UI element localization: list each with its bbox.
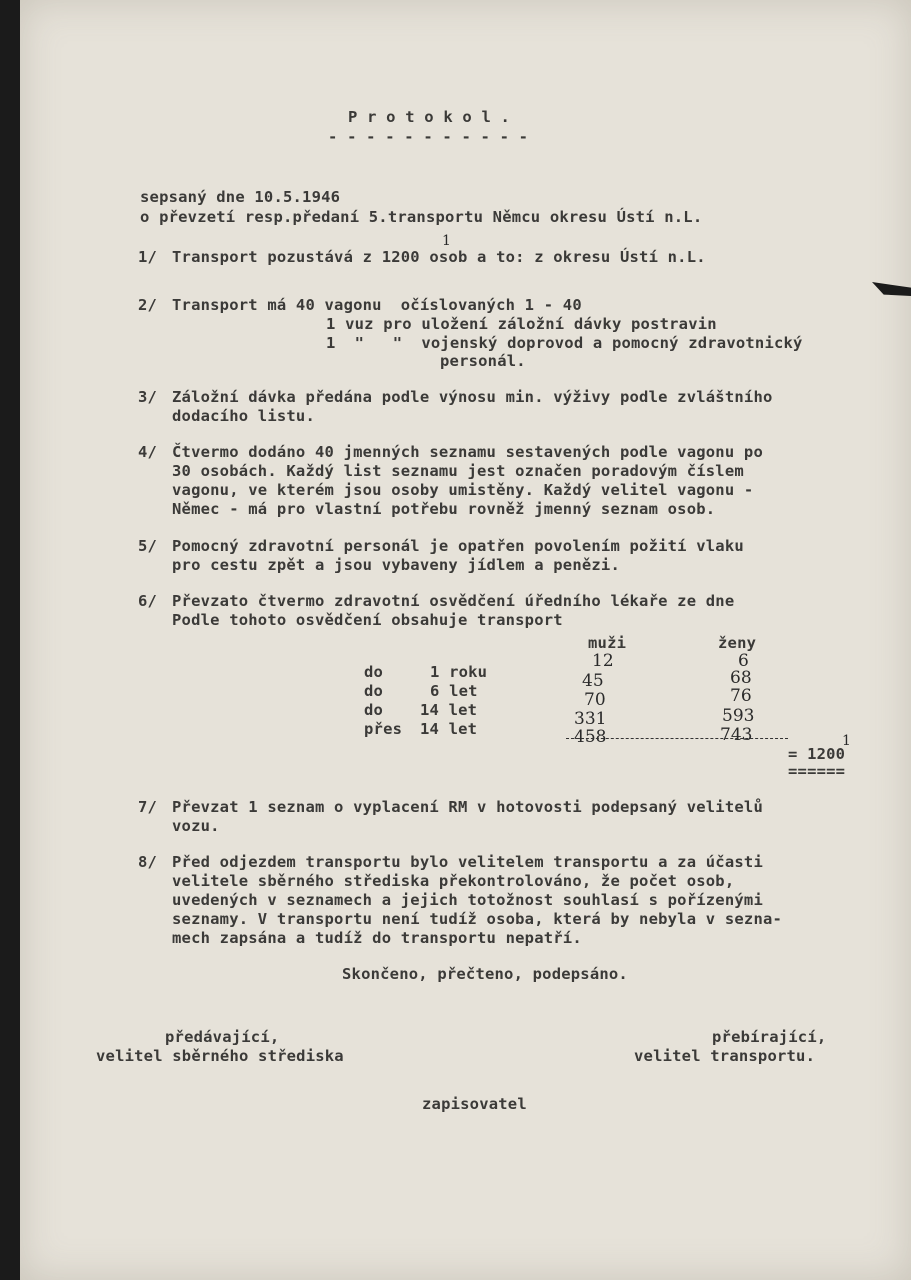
paragraph-line: seznamy. V transportu není tudíž osoba, která by nebyla v sezna- (172, 910, 783, 928)
row-age: 1 roku (430, 663, 488, 681)
title-underline: - - - - - - - - - - - (328, 128, 529, 146)
paragraph-line: Převzat 1 seznam o vyplacení RM v hotovosti podepsaný velitelů (172, 798, 763, 816)
paragraph-line: dodacího listu. (172, 407, 315, 425)
paragraph-line: 1 vuz pro uložení záložní dávky postravin (326, 315, 717, 333)
paragraph-line: velitele sběrného střediska překontrolováno, že počet osob, (172, 872, 735, 890)
row-age: 14 let (420, 701, 478, 719)
intro-line: o převzetí resp.předaní 5.transportu Němcu okresu Ústí n.L. (140, 208, 703, 226)
paragraph-line: Před odjezdem transportu bylo velitelem transportu a za účasti (172, 853, 763, 871)
value-men: 45 (582, 671, 604, 691)
subtotal-men: 458 (574, 727, 607, 747)
paragraph-number: 7/ (138, 798, 158, 816)
value-men: 331 (574, 709, 607, 729)
paragraph-line: Podle tohoto osvědčení obsahuje transport (172, 611, 563, 629)
row-prefix: do (364, 682, 384, 700)
paragraph-line: Záložní dávka předána podle výnosu min. výživy podle zvláštního (172, 388, 773, 406)
paragraph-number: 3/ (138, 388, 158, 406)
paragraph-line: mech zapsána a tudíž do transportu nepatří. (172, 929, 582, 947)
paragraph-line: Transport má 40 vagonu očíslovaných 1 - 40 (172, 296, 582, 314)
row-age: 6 let (430, 682, 478, 700)
signature-left-role: předávající, (165, 1028, 280, 1046)
paragraph-line: vozu. (172, 817, 220, 835)
value-men: 12 (592, 651, 614, 671)
paragraph-number: 4/ (138, 443, 158, 461)
paragraph-line: 30 osobách. Každý list seznamu jest označen poradovým číslem (172, 462, 744, 480)
closing-statement: Skončeno, přečteno, podepsáno. (342, 965, 628, 983)
paragraph-number: 6/ (138, 592, 158, 610)
paragraph-line: pro cestu zpět a jsou vybaveny jídlem a penězi. (172, 556, 620, 574)
row-prefix: do (364, 663, 384, 681)
signature-left-title: velitel sběrného střediska (96, 1047, 344, 1065)
handwritten-correction: 1 (442, 233, 451, 249)
signature-right-title: velitel transportu. (634, 1047, 816, 1065)
paragraph-line: uvedených v seznamech a jejich totožnost souhlasí s pořízenými (172, 891, 763, 909)
value-men: 70 (584, 690, 606, 710)
grand-total: = 1200 (788, 745, 846, 763)
paragraph-line: Pomocný zdravotní personál je opatřen povolením požití vlaku (172, 537, 744, 555)
value-women: 6 (738, 651, 749, 671)
paragraph-line: Němec - má pro vlastní potřebu rovněž jmenný seznam osob. (172, 500, 716, 518)
paragraph-line: Převzato čtvermo zdravotní osvědčení úředního lékaře ze dne (172, 592, 735, 610)
paragraph-number: 1/ (138, 248, 158, 266)
intro-line: sepsaný dne 10.5.1946 (140, 188, 341, 206)
recorder-label: zapisovatel (422, 1095, 527, 1113)
paragraph-number: 2/ (138, 296, 158, 314)
value-women: 76 (730, 686, 752, 706)
paragraph-text: Transport pozustává z 1200 osob a to: z okresu Ústí n.L. (172, 248, 706, 266)
row-age: 14 let (420, 720, 478, 738)
sum-line (566, 738, 788, 739)
paragraph-line: vagonu, ve kterém jsou osoby umistěny. Každý velitel vagonu - (172, 481, 754, 499)
total-underline: ====== (788, 762, 846, 780)
paragraph-line: Čtvermo dodáno 40 jmenných seznamu sestavených podle vagonu po (172, 443, 763, 461)
subtotal-women: 743 (720, 725, 753, 745)
column-header-men: muži (588, 634, 627, 652)
paragraph-number: 8/ (138, 853, 158, 871)
column-header-women: ženy (718, 634, 757, 652)
row-prefix: do (364, 701, 384, 719)
total-correction: 1 (842, 733, 851, 749)
signature-right-role: přebírající, (712, 1028, 827, 1046)
row-prefix: přes (364, 720, 403, 738)
value-women: 68 (730, 668, 752, 688)
value-women: 593 (722, 706, 755, 726)
paragraph-line: personál. (440, 352, 526, 370)
paragraph-line: 1 " " vojenský doprovod a pomocný zdravotnický (326, 334, 803, 352)
document-title: P r o t o k o l . (348, 108, 511, 126)
paragraph-number: 5/ (138, 537, 158, 555)
